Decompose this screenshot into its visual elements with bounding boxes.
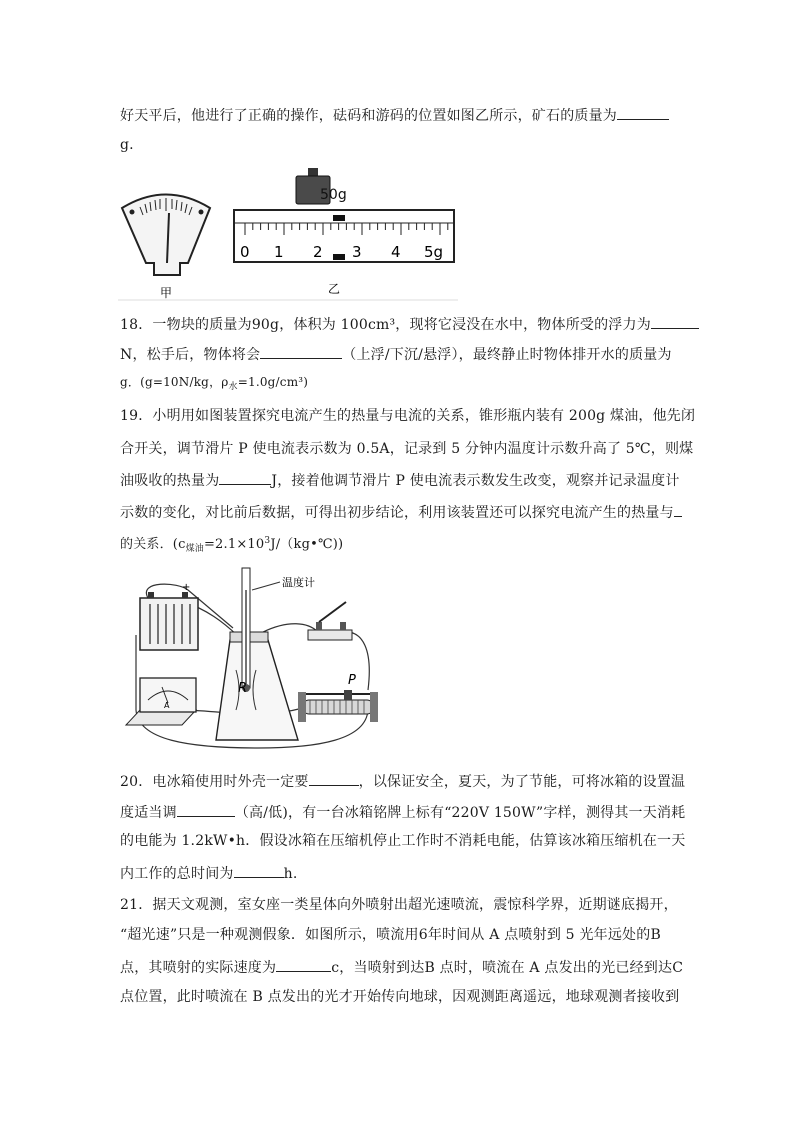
q19-text-3b: J，接着他调节滑片 P 使电流表示数发生改变，观察并记录温度计 xyxy=(271,473,680,489)
q19-text-2: 合开关，调节滑片 P 使电流表示数为 0.5A，记录到 5 分钟内温度计示数升高了 5℃，则煤 xyxy=(120,441,694,457)
scale-label-4: 4 xyxy=(391,243,401,261)
q20-text-2b: （高/低)，有一台冰箱铭牌上标有“220V 150W”字样，测得其一天消耗 xyxy=(234,805,686,821)
q21-text-2: “超光速”只是一种观测假象．如图所示，喷流用6年时间从 A 点喷射到 5 光年远处的B xyxy=(120,927,661,943)
slide-rheostat xyxy=(298,673,378,722)
weight-50g xyxy=(296,168,347,204)
q18-text-3b: =1.0g/cm³) xyxy=(237,375,309,389)
q20-text-4a: 内工作的总时间为 xyxy=(120,866,234,882)
answer-blank[interactable] xyxy=(617,105,669,120)
weight-label: 50g xyxy=(320,187,347,203)
switch xyxy=(308,602,352,640)
conical-flask xyxy=(216,568,298,740)
q21-text-1: 21．据天文观测，室女座一类星体向外喷射出超光速喷流，震惊科学界，近期谜底揭开， xyxy=(120,897,678,913)
answer-blank[interactable] xyxy=(234,863,284,878)
q18-line-3 xyxy=(120,373,308,396)
answer-blank[interactable] xyxy=(674,502,682,517)
slider-label: P xyxy=(348,673,356,688)
q20-line-1 xyxy=(120,771,685,791)
q19-line-3 xyxy=(120,470,680,490)
q19-text-5a: 的关系．(c xyxy=(120,537,186,552)
q21-line-4 xyxy=(120,988,679,1006)
scale-label-2: 2 xyxy=(313,243,323,261)
scale-label-0: 0 xyxy=(240,243,250,261)
q17-line-2 xyxy=(120,136,134,154)
answer-blank[interactable] xyxy=(260,344,342,359)
q20-text-3: 的电能为 1.2kW•h．假设冰箱在压缩机停止工作时不消耗电能，估算该冰箱压缩机在一天 xyxy=(120,833,686,849)
q19-text-3a: 油吸收的热量为 xyxy=(120,473,220,489)
q20-text-1a: 20．电冰箱使用时外壳一定要 xyxy=(120,774,309,790)
q19-line-4 xyxy=(120,502,682,522)
q20-text-1b: ，以保证安全，夏天，为了节能，可将冰箱的设置温 xyxy=(358,774,686,790)
thermometer-label: 温度计 xyxy=(282,576,315,589)
q21-text-3a: 点，其喷射的实际速度为 xyxy=(120,960,277,976)
q21-text-3b: c，当喷射到达B 点时，喷流在 A 点发出的光已经到达C xyxy=(331,960,684,976)
ammeter-label: A xyxy=(164,701,170,710)
answer-blank[interactable] xyxy=(276,957,331,972)
q21-line-1 xyxy=(120,896,678,914)
q19-text-1: 19．小明用如图装置探究电流产生的热量与电流的关系，锥形瓶内装有 200g 煤油，他先闭 xyxy=(120,408,696,424)
q21-text-4: 点位置，此时喷流在 B 点发出的光才开始传向地球，因观测距离遥远，地球观测者接收到 xyxy=(120,989,680,1005)
answer-blank[interactable] xyxy=(651,314,699,329)
resistor-label: R xyxy=(238,681,248,696)
q21-line-2 xyxy=(120,926,661,944)
q20-line-4 xyxy=(120,863,297,883)
answer-blank[interactable] xyxy=(219,470,271,485)
q18-line-1 xyxy=(120,314,699,334)
q19-text-5c: J/（kg•℃)) xyxy=(270,537,344,552)
rider-scale xyxy=(234,210,454,262)
q20-text-2a: 度适当调 xyxy=(120,805,177,821)
q19-sup-exp: 3 xyxy=(264,536,271,546)
q18-text-2a: N，松手后，物体将会 xyxy=(120,347,261,363)
q18-line-2 xyxy=(120,344,672,364)
q19-line-2 xyxy=(120,440,693,458)
scale-label-1: 1 xyxy=(274,243,284,261)
scale-label-3: 3 xyxy=(352,243,362,261)
q17-unit: g. xyxy=(120,137,134,153)
q20-text-4b: h. xyxy=(283,866,298,882)
balance-figure xyxy=(118,163,458,303)
q18-text-2b: （上浮/下沉/悬浮），最终静止时物体排开水的质量为 xyxy=(342,347,672,363)
answer-blank[interactable] xyxy=(309,771,359,786)
battery xyxy=(140,582,198,650)
q19-text-5b: =2.1×10 xyxy=(203,537,265,552)
label-yi: 乙 xyxy=(328,282,341,296)
svg-text:+: + xyxy=(182,582,191,593)
rider-bottom xyxy=(333,254,345,260)
q18-text-3a: g．(g=10N/kg，ρ xyxy=(120,375,229,389)
q19-text-4: 示数的变化，对比前后数据，可得出初步结论，利用该装置还可以探究电流产生的热量与 xyxy=(120,505,674,521)
scale-label-5: 5g xyxy=(424,243,444,261)
q19-line-5 xyxy=(120,532,343,558)
balance-pointer-dial xyxy=(122,195,210,276)
q20-line-3 xyxy=(120,832,685,850)
q20-line-2 xyxy=(120,802,685,822)
q19-line-1 xyxy=(120,407,695,425)
rider-top xyxy=(333,215,345,221)
label-jia: 甲 xyxy=(160,286,173,300)
q21-line-3 xyxy=(120,957,683,977)
q17-text: 好天平后，他进行了正确的操作，砝码和游码的位置如图乙所示，矿石的质量为 xyxy=(120,108,617,124)
q17-line-1 xyxy=(120,105,669,125)
q18-sub-water: 水 xyxy=(228,382,238,392)
circuit-figure xyxy=(118,560,398,760)
q19-sub-kerosene: 煤油 xyxy=(185,544,204,554)
q18-text-1: 18．一物块的质量为90g，体积为 100cm³，现将它浸没在水中，物体所受的浮力为 xyxy=(120,317,651,333)
answer-blank[interactable] xyxy=(177,802,235,817)
